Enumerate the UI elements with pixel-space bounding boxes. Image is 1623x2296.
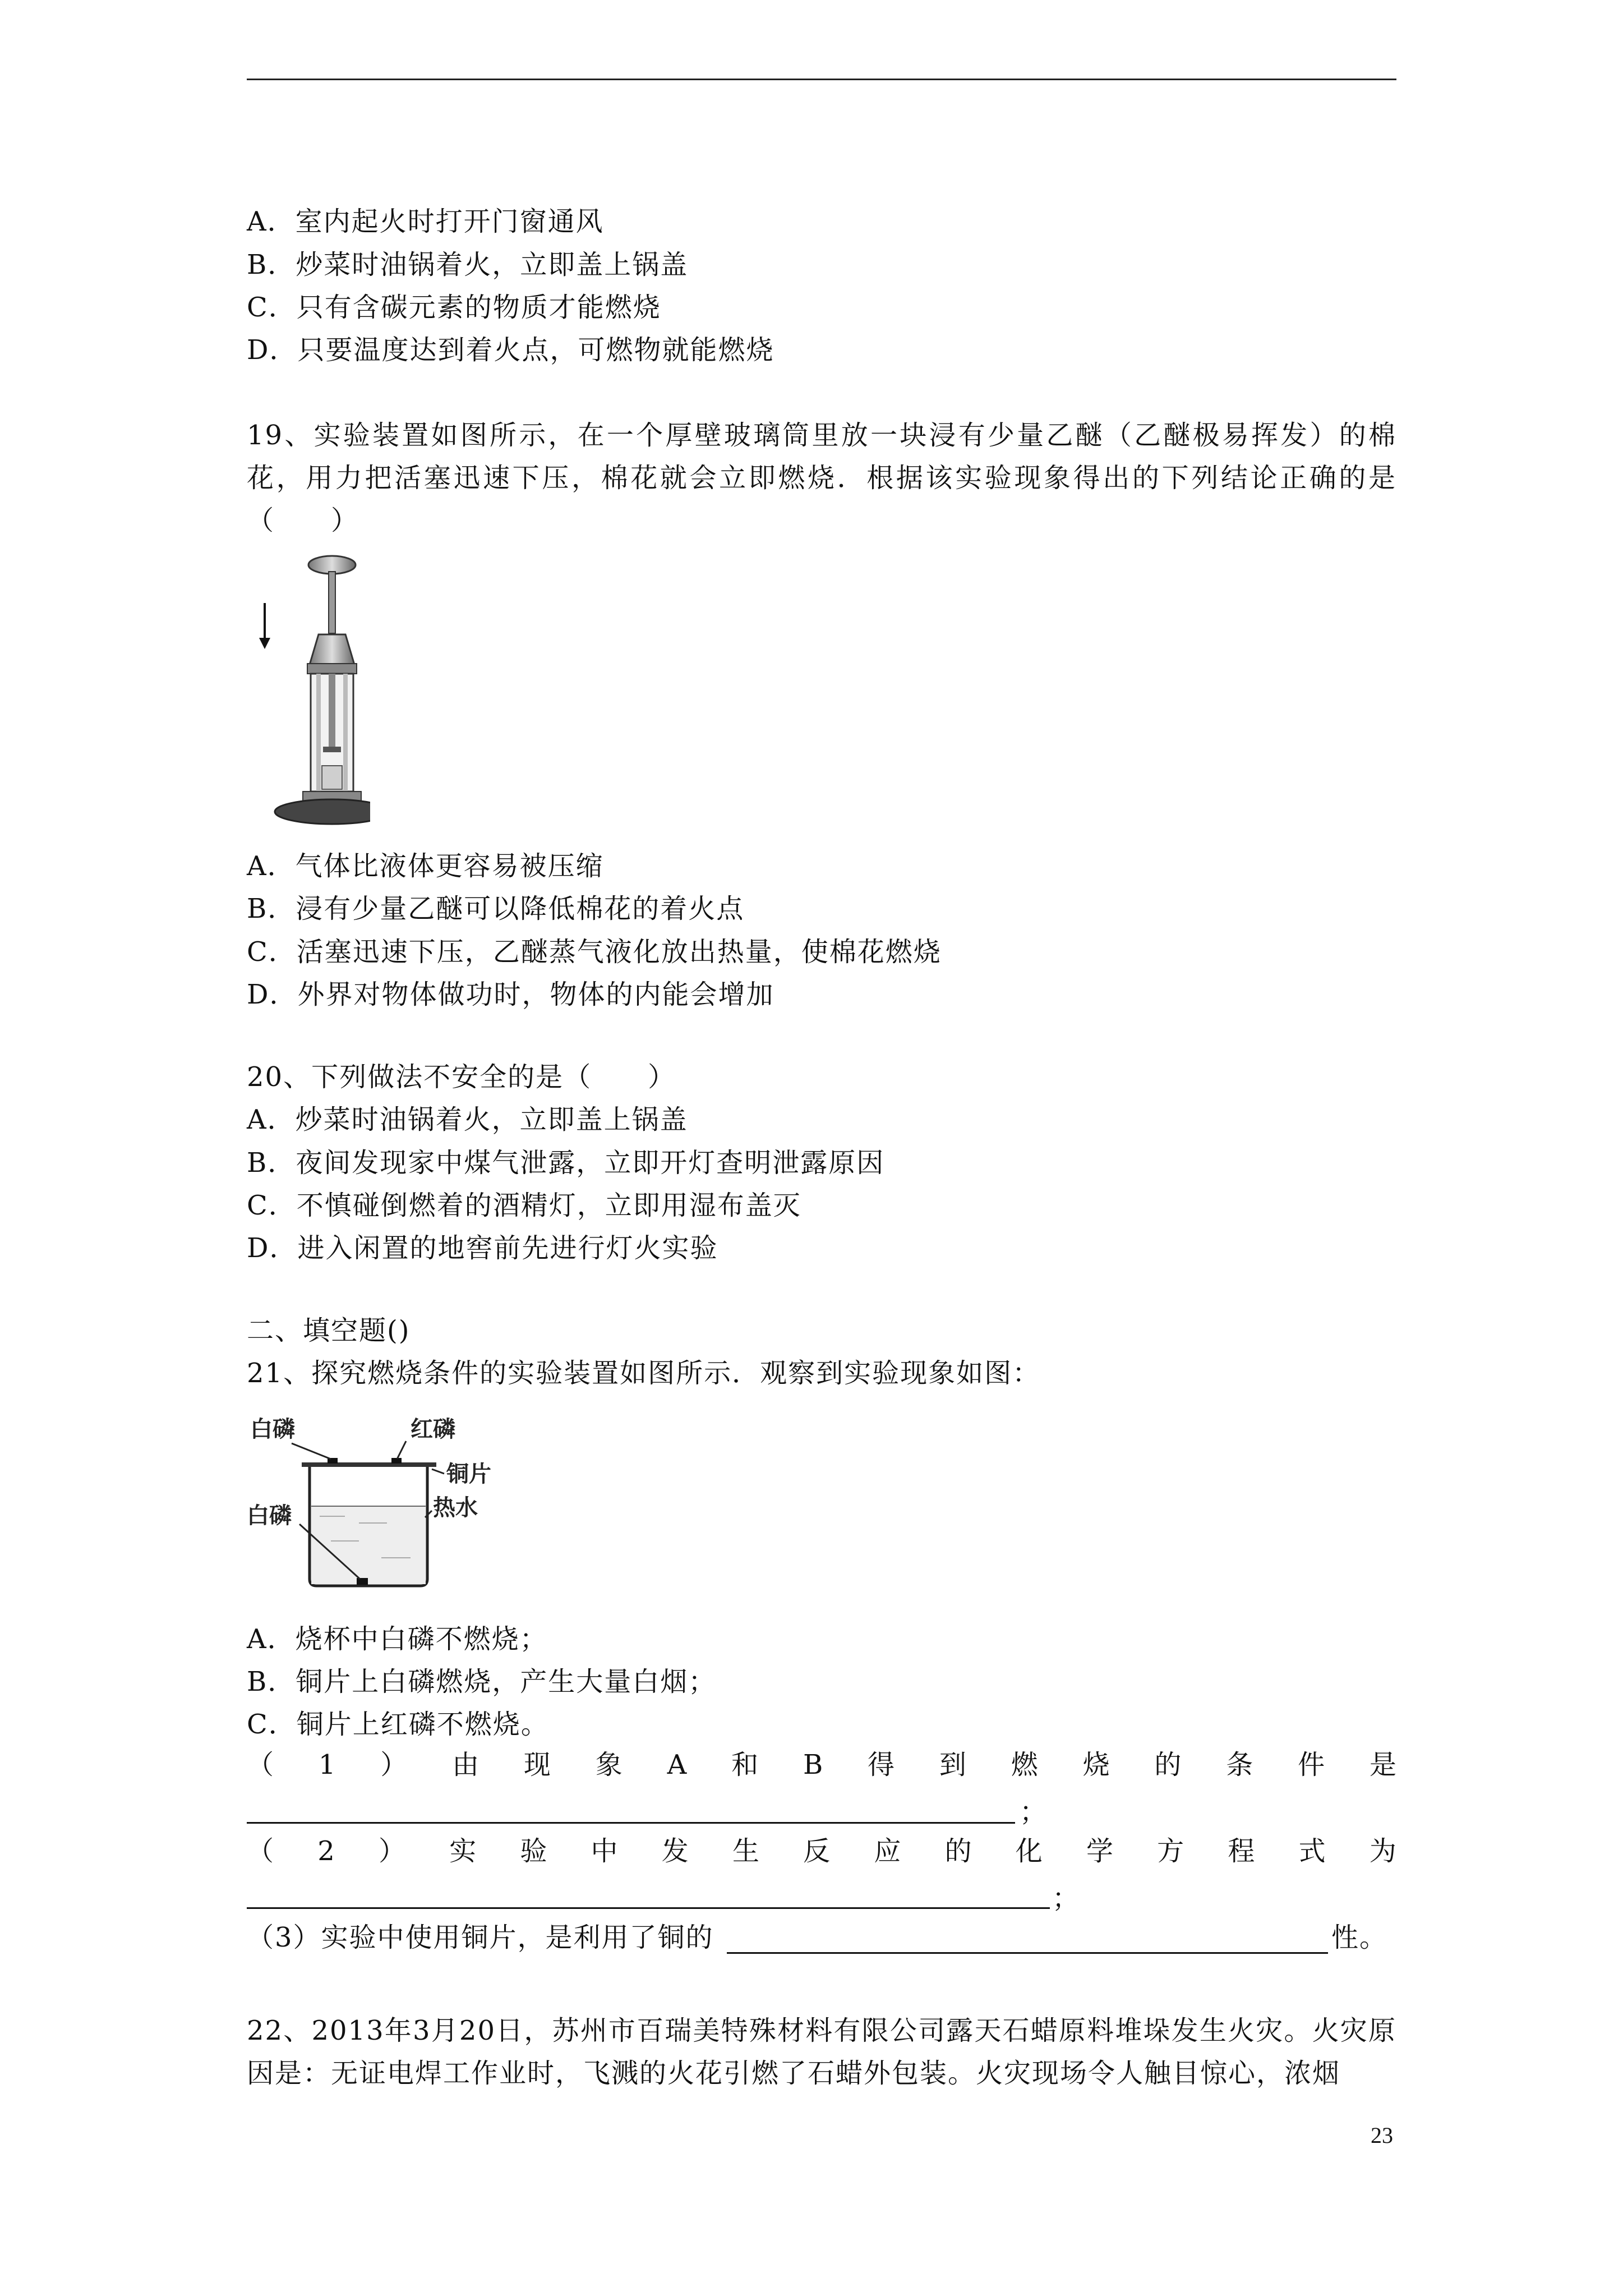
spread-char: ） [378, 1835, 405, 1867]
q18-option-b: B．炒菜时油锅着火，立即盖上锅盖 [247, 249, 689, 280]
spread-char: （ [247, 1749, 274, 1780]
beaker-phosphorus-figure [247, 1411, 538, 1596]
spread-char: ） [380, 1749, 408, 1780]
spread-char: 条 [1226, 1749, 1253, 1780]
q21-sub1-end: ； [1020, 1796, 1048, 1828]
spread-char: 应 [874, 1835, 901, 1867]
q19-option-a: A．气体比液体更容易被压缩 [247, 850, 604, 882]
q21-subquestion-2 [247, 1834, 1396, 1868]
spread-char: 得 [868, 1749, 895, 1780]
spread-char: 2 [317, 1835, 335, 1867]
spread-char: B [803, 1749, 823, 1780]
spread-char: 件 [1298, 1749, 1325, 1780]
q20-option-d: D．进入闲置的地窖前先进行灯火实验 [247, 1232, 718, 1264]
spread-char: 燃 [1011, 1749, 1038, 1780]
q19-option-c: C．活塞迅速下压，乙醚蒸气液化放出热量，使棉花燃烧 [247, 936, 942, 968]
q21-observation-a: A．烧杯中白磷不燃烧； [247, 1623, 548, 1655]
q21-subquestion-1 [247, 1748, 1396, 1782]
q20-stem: 20、下列做法不安全的是（ ） [247, 1061, 676, 1093]
page-number: 23 [1371, 2123, 1393, 2148]
spread-char: 由 [452, 1749, 479, 1780]
spread-char: 和 [731, 1749, 759, 1780]
q21-stem: 21、探究燃烧条件的实验装置如图所示．观察到实验现象如图： [247, 1358, 1041, 1389]
spread-char: 1 [318, 1749, 336, 1780]
spread-char: 验 [520, 1835, 547, 1867]
section-title: 二、填空题() [247, 1315, 411, 1346]
q20-option-a: A．炒菜时油锅着火，立即盖上锅盖 [247, 1104, 688, 1135]
spread-char: （ [247, 1835, 274, 1867]
spread-char: 发 [661, 1835, 689, 1867]
spread-char: 的 [1154, 1749, 1182, 1780]
q21-answer-blank-1[interactable] [247, 1822, 1015, 1824]
q21-sub2-end: ； [1052, 1883, 1081, 1914]
spread-char: 的 [944, 1835, 972, 1867]
q19-stem: 19、实验装置如图所示，在一个厚壁玻璃筒里放一块浸有少量乙醚（乙醚极易挥发）的棉花，用力把活塞迅速下压，棉花就会立即燃烧．根据该实验现象得出的下列结论正确的是（ ） [247, 420, 1396, 536]
q19-option-b: B．浸有少量乙醚可以降低棉花的着火点 [247, 893, 745, 924]
q21-sub3-prefix: （3）实验中使用铜片，是利用了铜的 [247, 1922, 714, 1953]
spread-char: 中 [591, 1835, 618, 1867]
q22-text: 22、2013年3月20日，苏州市百瑞美特殊材料有限公司露天石蜡原料堆垛发生火灾。火灾原因是：无证电焊工作业时，飞溅的火花引燃了石蜡外包装。火灾现场令人触目惊心，浓烟 [247, 2015, 1396, 2089]
q18-option-d: D．只要温度达到着火点，可燃物就能燃烧 [247, 334, 774, 366]
piston-cylinder-figure [247, 553, 370, 833]
spread-char: 化 [1015, 1835, 1043, 1867]
label-copper-sheet: 铜片 [446, 1461, 491, 1487]
q21-answer-blank-2[interactable] [247, 1907, 1050, 1909]
q21-answer-blank-3[interactable] [727, 1952, 1328, 1954]
spread-char: 式 [1298, 1835, 1326, 1867]
spread-char: 生 [732, 1835, 759, 1867]
q21-sub3-suffix: 性。 [1331, 1922, 1388, 1953]
label-red-phosphorus: 红磷 [411, 1416, 455, 1442]
spread-char: 方 [1157, 1835, 1184, 1867]
label-white-phosphorus-top: 白磷 [250, 1416, 295, 1442]
header-rule [247, 79, 1396, 80]
q20-option-b: B．夜间发现家中煤气泄露，立即开灯查明泄露原因 [247, 1147, 885, 1179]
spread-char: 烧 [1082, 1749, 1110, 1780]
q21-observation-b: B．铜片上白磷燃烧，产生大量白烟； [247, 1666, 717, 1697]
spread-char: 学 [1086, 1835, 1113, 1867]
q18-option-a: A．室内起火时打开门窗通风 [247, 206, 604, 237]
q19-option-d: D．外界对物体做功时，物体的内能会增加 [247, 979, 774, 1010]
q20-option-c: C．不慎碰倒燃着的酒精灯，立即用湿布盖灭 [247, 1190, 801, 1221]
spread-char: 现 [523, 1749, 551, 1780]
spread-char: 到 [939, 1749, 966, 1780]
spread-char: 是 [1369, 1749, 1396, 1780]
spread-char: 为 [1369, 1835, 1396, 1867]
q18-option-c: C．只有含碳元素的物质才能燃烧 [247, 292, 661, 323]
spread-char: 程 [1228, 1835, 1255, 1867]
label-white-phosphorus-bottom: 白磷 [247, 1503, 292, 1529]
spread-char: 反 [803, 1835, 831, 1867]
spread-char: 实 [449, 1835, 477, 1867]
label-hot-water: 热水 [433, 1495, 478, 1521]
spread-char: A [667, 1749, 687, 1780]
spread-char: 象 [595, 1749, 623, 1780]
q21-observation-c: C．铜片上红磷不燃烧。 [247, 1709, 549, 1740]
